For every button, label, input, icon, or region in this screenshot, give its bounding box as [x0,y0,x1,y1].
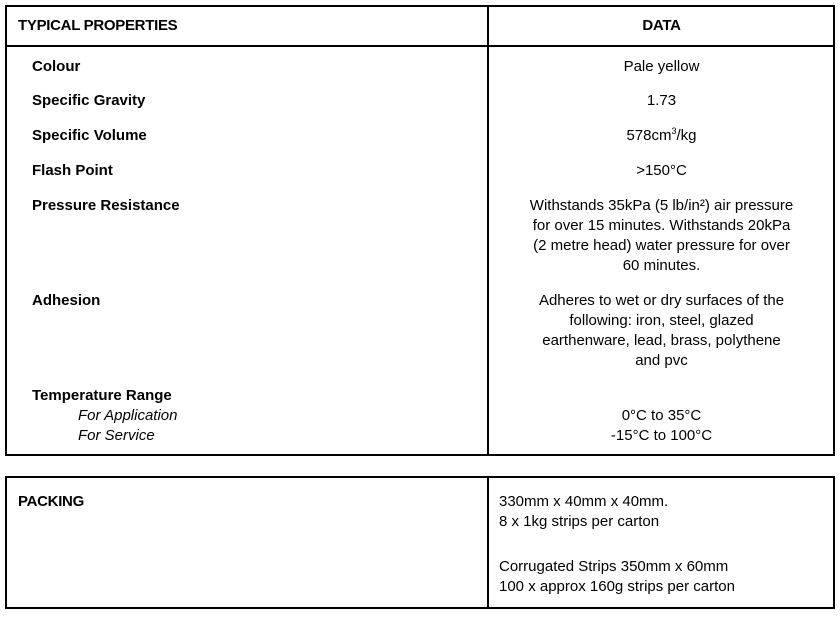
packing-line: 330mm x 40mm x 40mm. [499,493,669,510]
property-label: Specific Volume [32,127,147,144]
property-label: Adhesion [32,292,101,309]
property-value-line: and pvc [635,352,688,369]
property-value-line: earthenware, lead, brass, polythene [542,332,781,349]
property-value-line: Adheres to wet or dry surfaces of the [538,292,785,309]
property-value-line: (2 metre head) water pressure for over [533,237,790,254]
sub-property-value: 0°C to 35°C [621,407,702,424]
property-value-line: following: iron, steel, glazed [569,312,754,329]
packing-line: 8 x 1kg strips per carton [499,513,660,530]
property-label: Specific Gravity [32,92,146,109]
property-label: Colour [32,58,81,75]
header-typical-properties: TYPICAL PROPERTIES [18,17,178,34]
property-label: Pressure Resistance [32,197,180,214]
packing-label: PACKING [18,493,84,510]
property-label: Flash Point [32,162,113,179]
header-divider [5,45,835,47]
value-prefix: 578cm [626,127,672,144]
sub-property-value: -15°C to 100°C [610,427,713,444]
property-value-line: for over 15 minutes. Withstands 20kPa [532,217,791,234]
property-value-line: Withstands 35kPa (5 lb/in²) air pressure [529,197,794,214]
packing-line: 100 x approx 160g strips per carton [499,578,735,595]
property-label: Temperature Range [32,387,172,404]
value-suffix: /kg [676,127,697,144]
property-value: >150°C [636,162,687,179]
sub-property-label: For Service [78,427,155,444]
property-value-line: 60 minutes. [622,257,701,274]
packing-line: Corrugated Strips 350mm x 60mm [499,558,729,575]
header-data: DATA [642,17,681,34]
property-value [490,126,833,146]
property-value: Pale yellow [623,58,700,75]
sub-property-label: For Application [78,407,178,424]
value-superscript: 3 [671,126,677,136]
property-value: 1.73 [646,92,677,109]
packing-divider [487,476,489,609]
column-divider [487,5,489,456]
